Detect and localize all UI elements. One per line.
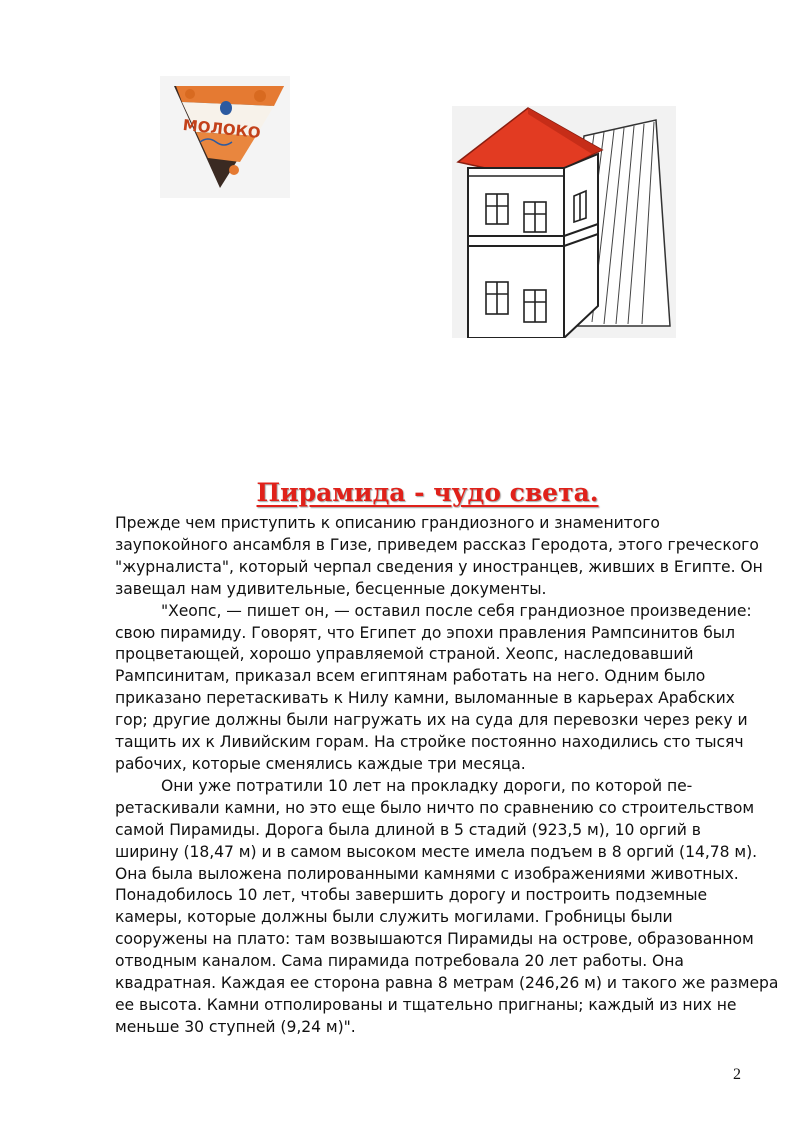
text-line: тащить их к Ливийским горам. На стройке постоянно находились сто тысяч	[115, 733, 744, 752]
milk-carton-image	[160, 76, 290, 198]
text-line: камеры, которые должны были служить могилами. Гробницы были	[115, 908, 673, 927]
text-line: ретаскивали камни, но это еще было ничто по сравнению со строительством	[115, 798, 755, 817]
text-line: процветающей, хорошо управляемой страной. Хеопс, наследовавший	[115, 645, 694, 664]
text-line: свою пирамиду. Говорят, что Египет до эпохи правления Рампсинитов был	[115, 623, 735, 642]
text-line: завещал нам удивительные, бесценные документы.	[115, 579, 547, 598]
text-line: Они уже потратили 10 лет на прокладку дороги, по которой пе-	[161, 776, 693, 795]
text-line: Прежде чем приступить к описанию грандиозного и знаменитого	[115, 514, 660, 532]
text-line: заупокойного ансамбля в Гизе, приведем рассказ Геродота, этого греческого	[115, 535, 759, 554]
text-line: Понадобилось 10 лет, чтобы завершить дорогу и построить подземные	[115, 886, 708, 905]
article-body	[115, 513, 779, 1039]
text-line: приказано перетаскивать к Нилу камни, выломанные в карьерах Арабских	[115, 689, 735, 708]
text-line: ширину (18,47 м) и в самом высоком месте имела подъем в 8 оргий (14,78 м).	[115, 842, 758, 861]
text-line: "журналиста", который черпал сведения у иностранцев, живших в Египте. Он	[115, 557, 763, 576]
milk-carton-label: МОЛОКО	[182, 115, 262, 143]
text-line: ее высота. Камни отполированы и тщательно пригнаны; каждый из них не	[115, 995, 737, 1014]
text-line: самой Пирамиды. Дорога была длиной в 5 стадий (923,5 м), 10 оргий в	[115, 820, 701, 839]
text-line: "Хеопс, — пишет он, — оставил после себя грандиозное произведение:	[161, 601, 752, 620]
text-line: отводным каналом. Сама пирамида потребовала 20 лет работы. Она	[115, 952, 684, 971]
page-number: 2	[733, 1066, 741, 1083]
text-line: гор; другие должны были нагружать их на суда для перевозки через реку и	[115, 711, 748, 730]
text-line: квадратная. Каждая ее сторона равна 8 метрам (246,26 м) и такого же размера	[115, 974, 779, 993]
text-line: рабочих, которые сменялись каждые три месяца.	[115, 754, 526, 773]
text-line: меньше 30 ступней (9,24 м)".	[115, 1017, 356, 1036]
house-illustration	[452, 106, 676, 338]
text-line: Рампсинитам, приказал всем египтянам работать на него. Одним было	[115, 667, 706, 686]
text-line: сооружены на плато: там возвышаются Пирамиды на острове, образованном	[115, 930, 754, 949]
page-title: Пирамида - чудо света.	[256, 478, 599, 507]
text-line: Она была выложена полированными камнями с изображениями животных.	[115, 864, 739, 883]
